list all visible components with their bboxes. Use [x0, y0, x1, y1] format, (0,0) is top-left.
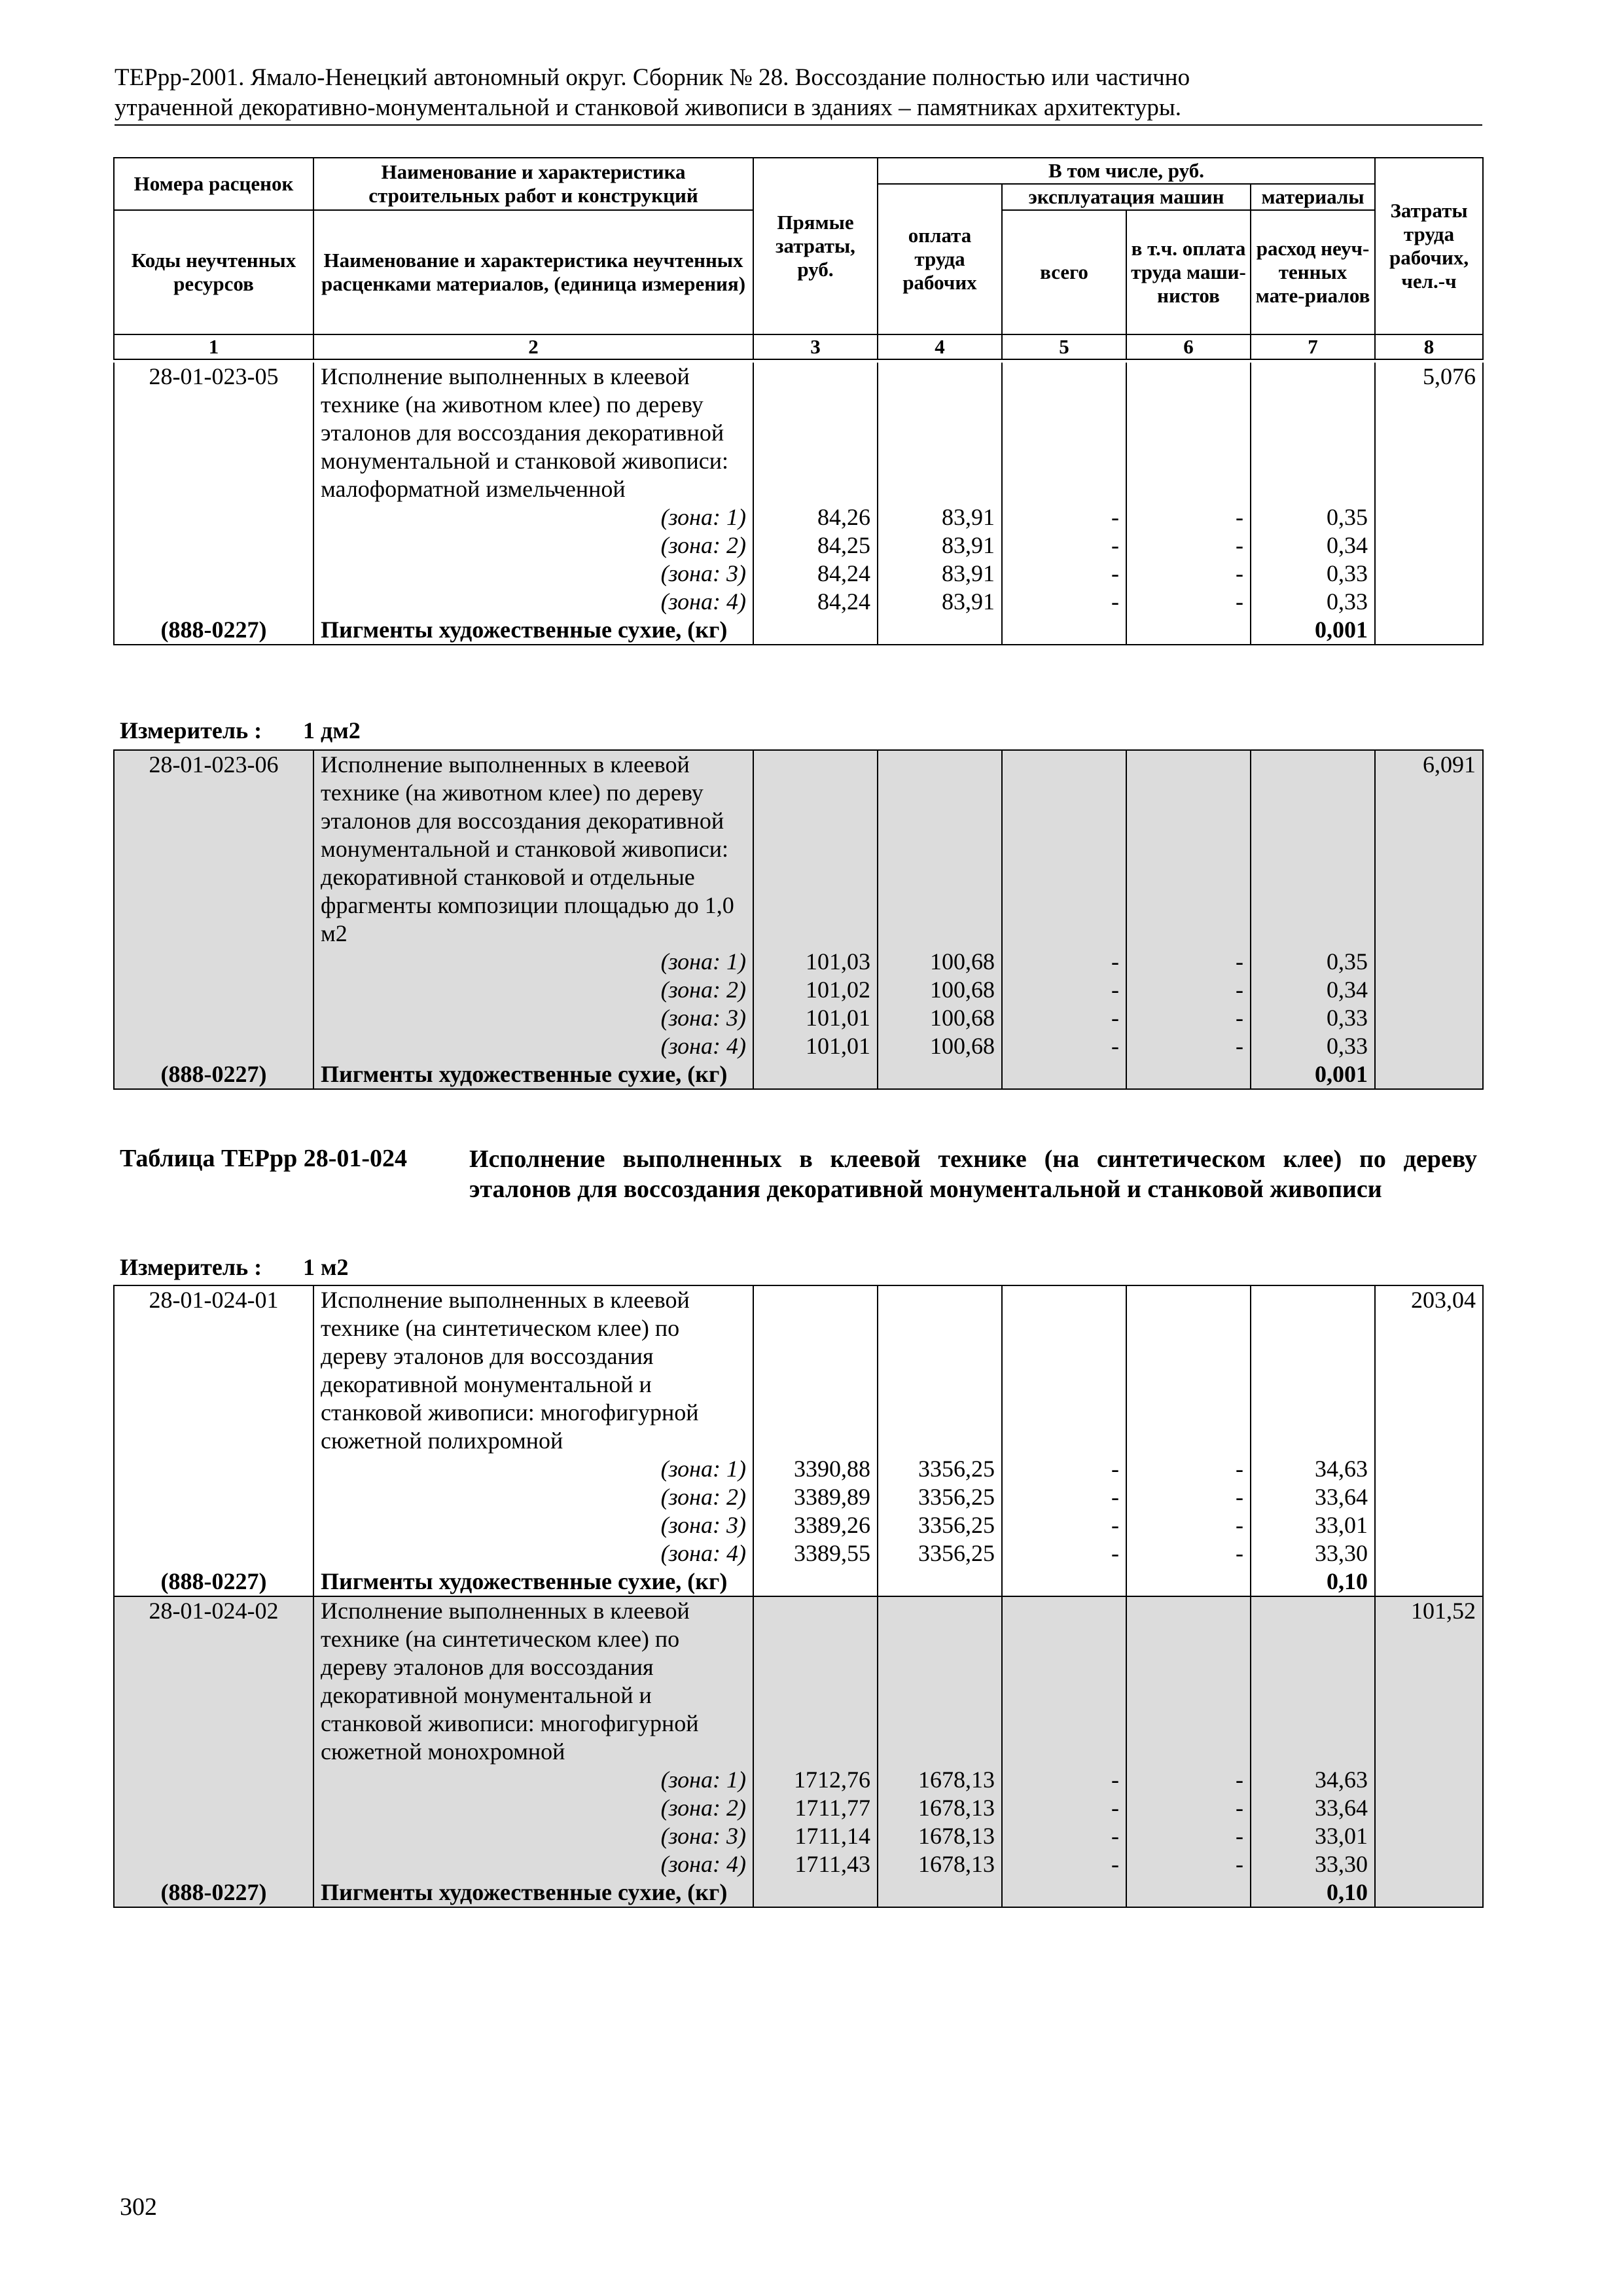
materials-cost: 0,33 — [1251, 560, 1375, 588]
col-num-4: 4 — [878, 334, 1002, 359]
header-line-1: ТЕРрр-2001. Ямало-Ненецкий автономный округ. Сборник № 28. Воссоздание полностью или частично — [115, 64, 1190, 91]
machinist-pay: - — [1126, 1766, 1251, 1794]
labor-cost: 203,04 — [1375, 1285, 1483, 1455]
rate-code: 28-01-023-05 — [114, 363, 313, 503]
zone-row — [114, 1004, 1483, 1032]
direct-cost: 3389,26 — [753, 1511, 878, 1539]
direct-cost: 84,26 — [753, 503, 878, 531]
running-header — [115, 63, 1482, 123]
measure-unit: 1 дм2 — [303, 717, 361, 744]
machines-total: - — [1002, 588, 1126, 616]
zone-label: (зона: 1) — [313, 948, 753, 976]
rate-description: Исполнение выполненных в клеевой технике (на синтетическом клее) по дереву эталонов для воссоздания декоративной монументальной и станковой живописи: многофигурной сюжетной полихромной — [313, 1285, 753, 1455]
machinist-pay: - — [1126, 1455, 1251, 1483]
machinist-pay: - — [1126, 503, 1251, 531]
zone-row — [114, 948, 1483, 976]
header-line-2: утраченной декоративно-монументальной и станковой живописи в зданиях – памятниках архитектуры. — [115, 94, 1182, 121]
measure-label: Измеритель : — [120, 1254, 262, 1280]
rate-row — [114, 750, 1483, 948]
worker-pay: 1678,13 — [878, 1794, 1002, 1822]
materials-cost: 34,63 — [1251, 1455, 1375, 1483]
zone-row — [114, 1766, 1483, 1794]
zone-row — [114, 1511, 1483, 1539]
resource-row — [114, 616, 1483, 645]
zone-row — [114, 1794, 1483, 1822]
zone-label: (зона: 4) — [313, 588, 753, 616]
machinist-pay: - — [1126, 1004, 1251, 1032]
resource-code: (888-0227) — [114, 616, 313, 645]
zone-row — [114, 976, 1483, 1004]
machines-total: - — [1002, 1794, 1126, 1822]
zone-label: (зона: 2) — [313, 1794, 753, 1822]
worker-pay: 3356,25 — [878, 1539, 1002, 1568]
col-num-2: 2 — [313, 334, 753, 359]
machines-total: - — [1002, 1483, 1126, 1511]
resource-name: Пигменты художественные сухие, (кг) — [313, 616, 753, 645]
direct-cost: 1712,76 — [753, 1766, 878, 1794]
zone-label: (зона: 1) — [313, 1766, 753, 1794]
header-rule — [115, 124, 1482, 126]
machinist-pay: - — [1126, 560, 1251, 588]
resource-code: (888-0227) — [114, 1568, 313, 1596]
machines-header: эксплуатация машин — [1002, 184, 1251, 210]
worker-pay: 3356,25 — [878, 1511, 1002, 1539]
included-header: В том числе, руб. — [878, 158, 1375, 184]
direct-cost: 101,01 — [753, 1004, 878, 1032]
materials-cost: 33,64 — [1251, 1794, 1375, 1822]
zone-label: (зона: 3) — [313, 1004, 753, 1032]
zone-label: (зона: 3) — [313, 1822, 753, 1850]
machinist-pay: - — [1126, 1822, 1251, 1850]
machines-total: - — [1002, 948, 1126, 976]
col8-header: Затраты труда рабочих, чел.-ч — [1375, 158, 1483, 334]
machinist-pay: - — [1126, 1032, 1251, 1060]
rate-description: Исполнение выполненных в клеевой технике (на синтетическом клее) по дереву эталонов для воссоздания декоративной монументальной и станковой живописи: многофигурной сюжетной монохромной — [313, 1596, 753, 1766]
measure-unit-2 — [120, 1253, 349, 1281]
resource-code: (888-0227) — [114, 1878, 313, 1907]
zone-row — [114, 1455, 1483, 1483]
zone-row — [114, 503, 1483, 531]
resource-code: (888-0227) — [114, 1060, 313, 1089]
resource-name: Пигменты художественные сухие, (кг) — [313, 1568, 753, 1596]
resource-quantity: 0,001 — [1251, 616, 1375, 645]
machines-total: - — [1002, 1511, 1126, 1539]
rate-row — [114, 1285, 1483, 1455]
machines-total: - — [1002, 531, 1126, 560]
machines-total: - — [1002, 976, 1126, 1004]
rate-code: 28-01-024-02 — [114, 1596, 313, 1766]
direct-cost: 1711,14 — [753, 1822, 878, 1850]
materials-cost: 0,34 — [1251, 531, 1375, 560]
direct-cost: 84,24 — [753, 560, 878, 588]
col-num-3: 3 — [753, 334, 878, 359]
machines-total: - — [1002, 1766, 1126, 1794]
worker-pay: 3356,25 — [878, 1455, 1002, 1483]
materials-cost: 33,30 — [1251, 1539, 1375, 1568]
materials-cost: 33,01 — [1251, 1511, 1375, 1539]
direct-cost: 1711,77 — [753, 1794, 878, 1822]
machinist-pay: - — [1126, 1483, 1251, 1511]
worker-pay: 100,68 — [878, 976, 1002, 1004]
materials-cost: 33,01 — [1251, 1822, 1375, 1850]
col-num-5: 5 — [1002, 334, 1126, 359]
rate-table-28-01-023-06 — [113, 749, 1484, 1090]
direct-cost: 84,24 — [753, 588, 878, 616]
resource-quantity: 0,10 — [1251, 1878, 1375, 1907]
direct-cost: 1711,43 — [753, 1850, 878, 1878]
col2-top-header: Наименование и характеристика строительных работ и конструкций — [313, 158, 753, 210]
machines-total: - — [1002, 1004, 1126, 1032]
labor-cost: 101,52 — [1375, 1596, 1483, 1766]
measure-label: Измеритель : — [120, 717, 262, 744]
zone-label: (зона: 2) — [313, 976, 753, 1004]
machinist-pay: - — [1126, 1850, 1251, 1878]
resource-quantity: 0,001 — [1251, 1060, 1375, 1089]
machines-total: - — [1002, 1539, 1126, 1568]
zone-row — [114, 1539, 1483, 1568]
materials-cost: 33,30 — [1251, 1850, 1375, 1878]
col4-header: оплата труда рабочих — [878, 184, 1002, 334]
zone-row — [114, 1850, 1483, 1878]
col-num-7: 7 — [1251, 334, 1375, 359]
rate-code: 28-01-024-01 — [114, 1285, 313, 1455]
table-number: Таблица ТЕРрр 28-01-024 — [120, 1145, 408, 1172]
worker-pay: 1678,13 — [878, 1850, 1002, 1878]
machines-total: - — [1002, 1850, 1126, 1878]
materials-cost: 34,63 — [1251, 1766, 1375, 1794]
zone-row — [114, 531, 1483, 560]
materials-cost: 0,33 — [1251, 1032, 1375, 1060]
direct-cost: 84,25 — [753, 531, 878, 560]
machines-total: - — [1002, 560, 1126, 588]
col-num-1: 1 — [114, 334, 313, 359]
machinist-pay: - — [1126, 531, 1251, 560]
worker-pay: 83,91 — [878, 503, 1002, 531]
col1-bottom-header: Коды неучтенных ресурсов — [114, 210, 313, 334]
rate-code: 28-01-023-06 — [114, 750, 313, 948]
resource-row — [114, 1060, 1483, 1089]
materials-cost: 33,64 — [1251, 1483, 1375, 1511]
worker-pay: 83,91 — [878, 531, 1002, 560]
materials-cost: 0,33 — [1251, 1004, 1375, 1032]
zone-label: (зона: 4) — [313, 1539, 753, 1568]
col6-header: в т.ч. оплата труда маши-нистов — [1126, 210, 1251, 334]
worker-pay: 100,68 — [878, 1004, 1002, 1032]
materials-cost: 0,33 — [1251, 588, 1375, 616]
machines-total: - — [1002, 1032, 1126, 1060]
direct-cost: 101,02 — [753, 976, 878, 1004]
materials-cost: 0,35 — [1251, 948, 1375, 976]
direct-cost: 101,01 — [753, 1032, 878, 1060]
resource-name: Пигменты художественные сухие, (кг) — [313, 1060, 753, 1089]
direct-cost: 3389,55 — [753, 1539, 878, 1568]
col5-header: всего — [1002, 210, 1126, 334]
resource-row — [114, 1878, 1483, 1907]
direct-cost: 3389,89 — [753, 1483, 878, 1511]
labor-cost: 6,091 — [1375, 750, 1483, 948]
resource-row — [114, 1568, 1483, 1596]
rate-table-28-01-023-05 — [113, 363, 1484, 645]
machines-total: - — [1002, 1822, 1126, 1850]
worker-pay: 83,91 — [878, 560, 1002, 588]
col-num-8: 8 — [1375, 334, 1483, 359]
worker-pay: 83,91 — [878, 588, 1002, 616]
rate-row — [114, 1596, 1483, 1766]
rate-description: Исполнение выполненных в клеевой технике (на животном клее) по дереву эталонов для воссоздания декоративной монументальной и станковой живописи: декоративной станковой и отдельные фрагменты композиции площадью до 1,0 м2 — [313, 750, 753, 948]
machinist-pay: - — [1126, 1511, 1251, 1539]
resource-quantity: 0,10 — [1251, 1568, 1375, 1596]
direct-cost: 101,03 — [753, 948, 878, 976]
zone-label: (зона: 4) — [313, 1032, 753, 1060]
col-num-6: 6 — [1126, 334, 1251, 359]
machines-total: - — [1002, 1455, 1126, 1483]
resource-name: Пигменты художественные сухие, (кг) — [313, 1878, 753, 1907]
zone-row — [114, 560, 1483, 588]
direct-cost: 3390,88 — [753, 1455, 878, 1483]
measure-unit-1 — [120, 717, 361, 744]
zone-row — [114, 588, 1483, 616]
worker-pay: 100,68 — [878, 948, 1002, 976]
zone-label: (зона: 2) — [313, 531, 753, 560]
zone-label: (зона: 2) — [313, 1483, 753, 1511]
machines-total: - — [1002, 503, 1126, 531]
zone-label: (зона: 3) — [313, 1511, 753, 1539]
col1-top-header: Номера расценок — [114, 158, 313, 210]
zone-row — [114, 1822, 1483, 1850]
machinist-pay: - — [1126, 1794, 1251, 1822]
materials-cost: 0,34 — [1251, 976, 1375, 1004]
rate-table-28-01-024 — [113, 1285, 1484, 1908]
zone-label: (зона: 4) — [313, 1850, 753, 1878]
worker-pay: 100,68 — [878, 1032, 1002, 1060]
zone-row — [114, 1032, 1483, 1060]
machinist-pay: - — [1126, 588, 1251, 616]
materials-header: материалы — [1251, 184, 1375, 210]
rate-description: Исполнение выполненных в клеевой технике (на животном клее) по дереву эталонов для воссоздания декоративной монументальной и станковой живописи: малоформатной измельченной — [313, 363, 753, 503]
page-number: 302 — [120, 2193, 157, 2221]
worker-pay: 1678,13 — [878, 1766, 1002, 1794]
zone-label: (зона: 1) — [313, 1455, 753, 1483]
labor-cost: 5,076 — [1375, 363, 1483, 503]
worker-pay: 3356,25 — [878, 1483, 1002, 1511]
rates-table-header — [113, 157, 1484, 360]
col2-bottom-header: Наименование и характеристика неучтенных расценками материалов, (единица измерения) — [313, 210, 753, 334]
machinist-pay: - — [1126, 1539, 1251, 1568]
materials-cost: 0,35 — [1251, 503, 1375, 531]
rate-row — [114, 363, 1483, 503]
machinist-pay: - — [1126, 948, 1251, 976]
table-title: Исполнение выполненных в клеевой технике (на синтетическом клее) по дереву эталонов для воссоздания декоративной монументальной и станковой живописи — [469, 1145, 1477, 1203]
col3-header: Прямые затраты, руб. — [753, 158, 878, 334]
machinist-pay: - — [1126, 976, 1251, 1004]
zone-label: (зона: 1) — [313, 503, 753, 531]
measure-unit: 1 м2 — [303, 1254, 349, 1280]
zone-label: (зона: 3) — [313, 560, 753, 588]
col7-header: расход неуч-тенных мате-риалов — [1251, 210, 1375, 334]
zone-row — [114, 1483, 1483, 1511]
worker-pay: 1678,13 — [878, 1822, 1002, 1850]
